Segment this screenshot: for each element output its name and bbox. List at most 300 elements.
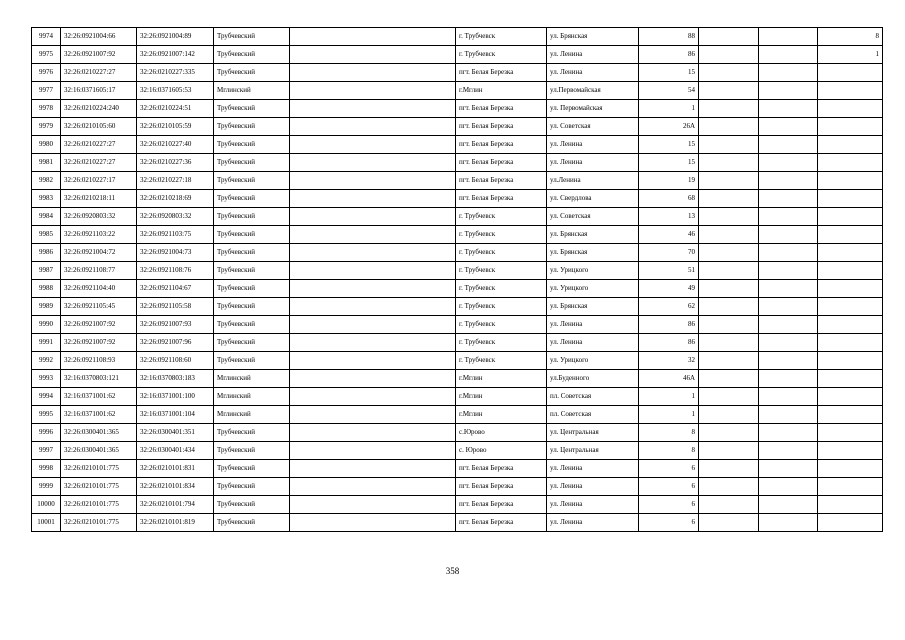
- parent-cadastral-number-cell: 32:26:0300401:365: [61, 424, 137, 442]
- district-cell: Трубчевский: [214, 226, 290, 244]
- cadastral-number-cell: 32:16:0371605:53: [137, 82, 214, 100]
- blank-cell: [699, 244, 759, 262]
- cadastral-number-cell: 32:26:0921108:60: [137, 352, 214, 370]
- settlement-cell: пгт. Белая Березка: [456, 136, 547, 154]
- parent-cadastral-number-cell: 32:26:0210101:775: [61, 478, 137, 496]
- house-number-cell: 15: [639, 64, 699, 82]
- table-row: [32, 424, 883, 442]
- street-cell: ул. Ленина: [547, 478, 639, 496]
- blank-cell: [290, 514, 456, 532]
- street-cell: пл. Советская: [547, 388, 639, 406]
- district-cell: Мглинский: [214, 388, 290, 406]
- table-row: [32, 352, 883, 370]
- table-row: [32, 118, 883, 136]
- district-cell: Трубчевский: [214, 352, 290, 370]
- parent-cadastral-number-cell: 32:16:0371001:62: [61, 388, 137, 406]
- street-cell: ул. Урицкого: [547, 280, 639, 298]
- house-number-cell: 6: [639, 514, 699, 532]
- settlement-cell: г. Трубчевск: [456, 208, 547, 226]
- table-row: [32, 370, 883, 388]
- value-cell: [818, 172, 883, 190]
- row-number-cell: 9979: [32, 118, 61, 136]
- blank-cell: [290, 298, 456, 316]
- blank-cell: [699, 514, 759, 532]
- value-cell: [818, 352, 883, 370]
- blank-cell: [759, 190, 818, 208]
- parent-cadastral-number-cell: 32:16:0370803:121: [61, 370, 137, 388]
- blank-cell: [290, 154, 456, 172]
- row-number-cell: 9987: [32, 262, 61, 280]
- value-cell: [818, 226, 883, 244]
- property-table: [31, 27, 883, 532]
- value-cell: [818, 406, 883, 424]
- blank-cell: [759, 370, 818, 388]
- district-cell: Мглинский: [214, 406, 290, 424]
- district-cell: Трубчевский: [214, 460, 290, 478]
- table-row: [32, 46, 883, 64]
- district-cell: Трубчевский: [214, 136, 290, 154]
- row-number-cell: 9978: [32, 100, 61, 118]
- value-cell: [818, 118, 883, 136]
- blank-cell: [759, 496, 818, 514]
- house-number-cell: 15: [639, 154, 699, 172]
- blank-cell: [699, 424, 759, 442]
- value-cell: [818, 64, 883, 82]
- settlement-cell: г. Трубчевск: [456, 352, 547, 370]
- district-cell: Трубчевский: [214, 64, 290, 82]
- blank-cell: [699, 172, 759, 190]
- house-number-cell: 6: [639, 460, 699, 478]
- blank-cell: [759, 172, 818, 190]
- district-cell: Трубчевский: [214, 262, 290, 280]
- row-number-cell: 10001: [32, 514, 61, 532]
- house-number-cell: 8: [639, 424, 699, 442]
- cadastral-number-cell: 32:26:0210227:335: [137, 64, 214, 82]
- district-cell: Трубчевский: [214, 298, 290, 316]
- cadastral-number-cell: 32:26:0210101:794: [137, 496, 214, 514]
- table-row: [32, 460, 883, 478]
- settlement-cell: г. Трубчевск: [456, 262, 547, 280]
- cadastral-number-cell: 32:26:0921007:96: [137, 334, 214, 352]
- value-cell: [818, 208, 883, 226]
- table-row: [32, 478, 883, 496]
- settlement-cell: г.Мглин: [456, 406, 547, 424]
- cadastral-number-cell: 32:26:0921007:142: [137, 46, 214, 64]
- table-row: [32, 154, 883, 172]
- blank-cell: [290, 316, 456, 334]
- value-cell: [818, 370, 883, 388]
- parent-cadastral-number-cell: 32:16:0371001:62: [61, 406, 137, 424]
- table-row: [32, 406, 883, 424]
- blank-cell: [759, 100, 818, 118]
- blank-cell: [699, 100, 759, 118]
- blank-cell: [699, 334, 759, 352]
- blank-cell: [759, 514, 818, 532]
- blank-cell: [759, 226, 818, 244]
- cadastral-number-cell: 32:26:0210101:834: [137, 478, 214, 496]
- blank-cell: [290, 496, 456, 514]
- row-number-cell: 9998: [32, 460, 61, 478]
- district-cell: Трубчевский: [214, 208, 290, 226]
- blank-cell: [699, 46, 759, 64]
- settlement-cell: с.Юрово: [456, 424, 547, 442]
- blank-cell: [290, 118, 456, 136]
- settlement-cell: г.Мглин: [456, 370, 547, 388]
- house-number-cell: 32: [639, 352, 699, 370]
- district-cell: Трубчевский: [214, 244, 290, 262]
- district-cell: Трубчевский: [214, 514, 290, 532]
- blank-cell: [759, 478, 818, 496]
- parent-cadastral-number-cell: 32:26:0921007:92: [61, 334, 137, 352]
- cadastral-number-cell: 32:26:0210105:59: [137, 118, 214, 136]
- page-number: 358: [445, 566, 460, 576]
- table-row: [32, 64, 883, 82]
- district-cell: Трубчевский: [214, 478, 290, 496]
- parent-cadastral-number-cell: 32:26:0210224:240: [61, 100, 137, 118]
- table-row: [32, 100, 883, 118]
- street-cell: пл. Советская: [547, 406, 639, 424]
- house-number-cell: 13: [639, 208, 699, 226]
- row-number-cell: 9982: [32, 172, 61, 190]
- blank-cell: [759, 460, 818, 478]
- settlement-cell: г.Мглин: [456, 82, 547, 100]
- street-cell: ул. Центральная: [547, 424, 639, 442]
- blank-cell: [759, 64, 818, 82]
- street-cell: ул. Брянская: [547, 244, 639, 262]
- street-cell: ул. Ленина: [547, 460, 639, 478]
- settlement-cell: г. Трубчевск: [456, 226, 547, 244]
- table-row: [32, 514, 883, 532]
- row-number-cell: 9976: [32, 64, 61, 82]
- blank-cell: [699, 442, 759, 460]
- blank-cell: [699, 64, 759, 82]
- parent-cadastral-number-cell: 32:26:0210227:27: [61, 136, 137, 154]
- parent-cadastral-number-cell: 32:26:0300401:365: [61, 442, 137, 460]
- street-cell: ул. Ленина: [547, 136, 639, 154]
- row-number-cell: 9989: [32, 298, 61, 316]
- street-cell: ул. Урицкого: [547, 352, 639, 370]
- table-row: [32, 316, 883, 334]
- cadastral-number-cell: 32:26:0210227:18: [137, 172, 214, 190]
- settlement-cell: пгт. Белая Березка: [456, 478, 547, 496]
- value-cell: [818, 280, 883, 298]
- house-number-cell: 88: [639, 28, 699, 46]
- house-number-cell: 70: [639, 244, 699, 262]
- row-number-cell: 9995: [32, 406, 61, 424]
- value-cell: [818, 442, 883, 460]
- value-cell: [818, 82, 883, 100]
- blank-cell: [699, 262, 759, 280]
- blank-cell: [290, 388, 456, 406]
- blank-cell: [290, 424, 456, 442]
- house-number-cell: 49: [639, 280, 699, 298]
- house-number-cell: 46: [639, 226, 699, 244]
- district-cell: Трубчевский: [214, 172, 290, 190]
- row-number-cell: 9992: [32, 352, 61, 370]
- district-cell: Трубчевский: [214, 118, 290, 136]
- settlement-cell: пгт. Белая Березка: [456, 460, 547, 478]
- parent-cadastral-number-cell: 32:26:0921004:72: [61, 244, 137, 262]
- blank-cell: [290, 262, 456, 280]
- value-cell: [818, 100, 883, 118]
- settlement-cell: пгт. Белая Березка: [456, 154, 547, 172]
- cadastral-number-cell: 32:16:0371001:100: [137, 388, 214, 406]
- house-number-cell: 86: [639, 334, 699, 352]
- blank-cell: [759, 406, 818, 424]
- cadastral-number-cell: 32:26:0210101:831: [137, 460, 214, 478]
- cadastral-number-cell: 32:26:0300401:434: [137, 442, 214, 460]
- row-number-cell: 9988: [32, 280, 61, 298]
- blank-cell: [290, 280, 456, 298]
- table-row: [32, 172, 883, 190]
- district-cell: Трубчевский: [214, 46, 290, 64]
- value-cell: [818, 460, 883, 478]
- house-number-cell: 62: [639, 298, 699, 316]
- district-cell: Трубчевский: [214, 154, 290, 172]
- cadastral-number-cell: 32:26:0921108:76: [137, 262, 214, 280]
- cadastral-number-cell: 32:26:0921007:93: [137, 316, 214, 334]
- blank-cell: [699, 136, 759, 154]
- street-cell: ул. Брянская: [547, 226, 639, 244]
- district-cell: Трубчевский: [214, 316, 290, 334]
- district-cell: Трубчевский: [214, 496, 290, 514]
- blank-cell: [699, 226, 759, 244]
- blank-cell: [290, 478, 456, 496]
- blank-cell: [290, 28, 456, 46]
- value-cell: 1: [818, 46, 883, 64]
- house-number-cell: 68: [639, 190, 699, 208]
- parent-cadastral-number-cell: 32:26:0920803:32: [61, 208, 137, 226]
- table-row: [32, 496, 883, 514]
- cadastral-number-cell: 32:26:0210101:819: [137, 514, 214, 532]
- blank-cell: [759, 298, 818, 316]
- value-cell: [818, 478, 883, 496]
- row-number-cell: 9997: [32, 442, 61, 460]
- cadastral-number-cell: 32:26:0921104:67: [137, 280, 214, 298]
- settlement-cell: с. Юрово: [456, 442, 547, 460]
- parent-cadastral-number-cell: 32:26:0210101:775: [61, 496, 137, 514]
- settlement-cell: пгт. Белая Березка: [456, 118, 547, 136]
- street-cell: ул. Урицкого: [547, 262, 639, 280]
- table-row: [32, 28, 883, 46]
- parent-cadastral-number-cell: 32:26:0921104:40: [61, 280, 137, 298]
- district-cell: Трубчевский: [214, 334, 290, 352]
- parent-cadastral-number-cell: 32:16:0371605:17: [61, 82, 137, 100]
- settlement-cell: пгт. Белая Березка: [456, 100, 547, 118]
- settlement-cell: пгт. Белая Березка: [456, 496, 547, 514]
- house-number-cell: 54: [639, 82, 699, 100]
- row-number-cell: 9986: [32, 244, 61, 262]
- blank-cell: [699, 496, 759, 514]
- row-number-cell: 9981: [32, 154, 61, 172]
- table-body: [32, 28, 883, 532]
- blank-cell: [699, 352, 759, 370]
- blank-cell: [290, 370, 456, 388]
- blank-cell: [290, 172, 456, 190]
- blank-cell: [759, 280, 818, 298]
- row-number-cell: 9996: [32, 424, 61, 442]
- row-number-cell: 9977: [32, 82, 61, 100]
- street-cell: ул. Ленина: [547, 154, 639, 172]
- blank-cell: [759, 442, 818, 460]
- cadastral-number-cell: 32:26:0210227:36: [137, 154, 214, 172]
- cadastral-number-cell: 32:26:0921004:89: [137, 28, 214, 46]
- house-number-cell: 51: [639, 262, 699, 280]
- value-cell: [818, 424, 883, 442]
- blank-cell: [699, 118, 759, 136]
- district-cell: Мглинский: [214, 82, 290, 100]
- table-row: [32, 280, 883, 298]
- settlement-cell: г. Трубчевск: [456, 334, 547, 352]
- blank-cell: [290, 136, 456, 154]
- blank-cell: [290, 64, 456, 82]
- house-number-cell: 86: [639, 316, 699, 334]
- settlement-cell: пгт. Белая Березка: [456, 172, 547, 190]
- settlement-cell: пгт. Белая Березка: [456, 514, 547, 532]
- house-number-cell: 1: [639, 100, 699, 118]
- blank-cell: [290, 208, 456, 226]
- street-cell: ул.Буденного: [547, 370, 639, 388]
- parent-cadastral-number-cell: 32:26:0210218:11: [61, 190, 137, 208]
- value-cell: [818, 244, 883, 262]
- street-cell: ул. Ленина: [547, 316, 639, 334]
- house-number-cell: 6: [639, 496, 699, 514]
- blank-cell: [290, 226, 456, 244]
- cadastral-number-cell: 32:26:0210224:51: [137, 100, 214, 118]
- house-number-cell: 1: [639, 388, 699, 406]
- blank-cell: [759, 82, 818, 100]
- cadastral-number-cell: 32:26:0210227:40: [137, 136, 214, 154]
- table-row: [32, 298, 883, 316]
- table-row: [32, 442, 883, 460]
- street-cell: ул. Свердлова: [547, 190, 639, 208]
- district-cell: Трубчевский: [214, 424, 290, 442]
- blank-cell: [699, 190, 759, 208]
- district-cell: Трубчевский: [214, 28, 290, 46]
- cadastral-number-cell: 32:16:0370803:183: [137, 370, 214, 388]
- blank-cell: [699, 298, 759, 316]
- blank-cell: [699, 82, 759, 100]
- blank-cell: [699, 208, 759, 226]
- street-cell: ул. Первомайская: [547, 100, 639, 118]
- house-number-cell: 8: [639, 442, 699, 460]
- blank-cell: [290, 46, 456, 64]
- value-cell: [818, 154, 883, 172]
- settlement-cell: г. Трубчевск: [456, 244, 547, 262]
- blank-cell: [759, 352, 818, 370]
- street-cell: ул. Брянская: [547, 28, 639, 46]
- cadastral-number-cell: 32:16:0371001:104: [137, 406, 214, 424]
- settlement-cell: г. Трубчевск: [456, 46, 547, 64]
- settlement-cell: г. Трубчевск: [456, 316, 547, 334]
- blank-cell: [759, 136, 818, 154]
- row-number-cell: 9985: [32, 226, 61, 244]
- blank-cell: [699, 280, 759, 298]
- blank-cell: [290, 244, 456, 262]
- settlement-cell: г. Трубчевск: [456, 28, 547, 46]
- blank-cell: [699, 388, 759, 406]
- blank-cell: [759, 154, 818, 172]
- settlement-cell: г. Трубчевск: [456, 280, 547, 298]
- cadastral-number-cell: 32:26:0921004:73: [137, 244, 214, 262]
- blank-cell: [290, 100, 456, 118]
- row-number-cell: 9975: [32, 46, 61, 64]
- street-cell: ул. Брянская: [547, 298, 639, 316]
- table-row: [32, 190, 883, 208]
- house-number-cell: 1: [639, 406, 699, 424]
- row-number-cell: 9990: [32, 316, 61, 334]
- row-number-cell: 9991: [32, 334, 61, 352]
- row-number-cell: 9984: [32, 208, 61, 226]
- cadastral-number-cell: 32:26:0921103:75: [137, 226, 214, 244]
- parent-cadastral-number-cell: 32:26:0210227:27: [61, 64, 137, 82]
- district-cell: Трубчевский: [214, 442, 290, 460]
- settlement-cell: г.Мглин: [456, 388, 547, 406]
- value-cell: [818, 298, 883, 316]
- parent-cadastral-number-cell: 32:26:0921007:92: [61, 46, 137, 64]
- district-cell: Трубчевский: [214, 280, 290, 298]
- blank-cell: [699, 478, 759, 496]
- parent-cadastral-number-cell: 32:26:0210105:60: [61, 118, 137, 136]
- value-cell: [818, 334, 883, 352]
- table-row: [32, 388, 883, 406]
- parent-cadastral-number-cell: 32:26:0210227:17: [61, 172, 137, 190]
- house-number-cell: 15: [639, 136, 699, 154]
- row-number-cell: 9980: [32, 136, 61, 154]
- row-number-cell: 9983: [32, 190, 61, 208]
- street-cell: ул. Ленина: [547, 514, 639, 532]
- blank-cell: [699, 370, 759, 388]
- blank-cell: [290, 460, 456, 478]
- street-cell: ул. Советская: [547, 118, 639, 136]
- parent-cadastral-number-cell: 32:26:0921004:66: [61, 28, 137, 46]
- street-cell: ул. Ленина: [547, 46, 639, 64]
- settlement-cell: пгт. Белая Березка: [456, 190, 547, 208]
- row-number-cell: 9999: [32, 478, 61, 496]
- value-cell: [818, 388, 883, 406]
- cadastral-number-cell: 32:26:0921105:58: [137, 298, 214, 316]
- street-cell: ул. Советская: [547, 208, 639, 226]
- blank-cell: [759, 334, 818, 352]
- row-number-cell: 9994: [32, 388, 61, 406]
- row-number-cell: 9974: [32, 28, 61, 46]
- table-row: [32, 136, 883, 154]
- house-number-cell: 6: [639, 478, 699, 496]
- house-number-cell: 19: [639, 172, 699, 190]
- blank-cell: [759, 424, 818, 442]
- blank-cell: [759, 316, 818, 334]
- parent-cadastral-number-cell: 32:26:0921103:22: [61, 226, 137, 244]
- value-cell: [818, 262, 883, 280]
- blank-cell: [290, 334, 456, 352]
- house-number-cell: 26А: [639, 118, 699, 136]
- house-number-cell: 46А: [639, 370, 699, 388]
- table-row: [32, 334, 883, 352]
- cadastral-number-cell: 32:26:0300401:351: [137, 424, 214, 442]
- blank-cell: [759, 244, 818, 262]
- district-cell: Мглинский: [214, 370, 290, 388]
- district-cell: Трубчевский: [214, 190, 290, 208]
- parent-cadastral-number-cell: 32:26:0921108:77: [61, 262, 137, 280]
- settlement-cell: г. Трубчевск: [456, 298, 547, 316]
- parent-cadastral-number-cell: 32:26:0210101:775: [61, 514, 137, 532]
- table-row: [32, 226, 883, 244]
- parent-cadastral-number-cell: 32:26:0921007:92: [61, 316, 137, 334]
- street-cell: ул. Центральная: [547, 442, 639, 460]
- value-cell: [818, 136, 883, 154]
- blank-cell: [290, 352, 456, 370]
- house-number-cell: 86: [639, 46, 699, 64]
